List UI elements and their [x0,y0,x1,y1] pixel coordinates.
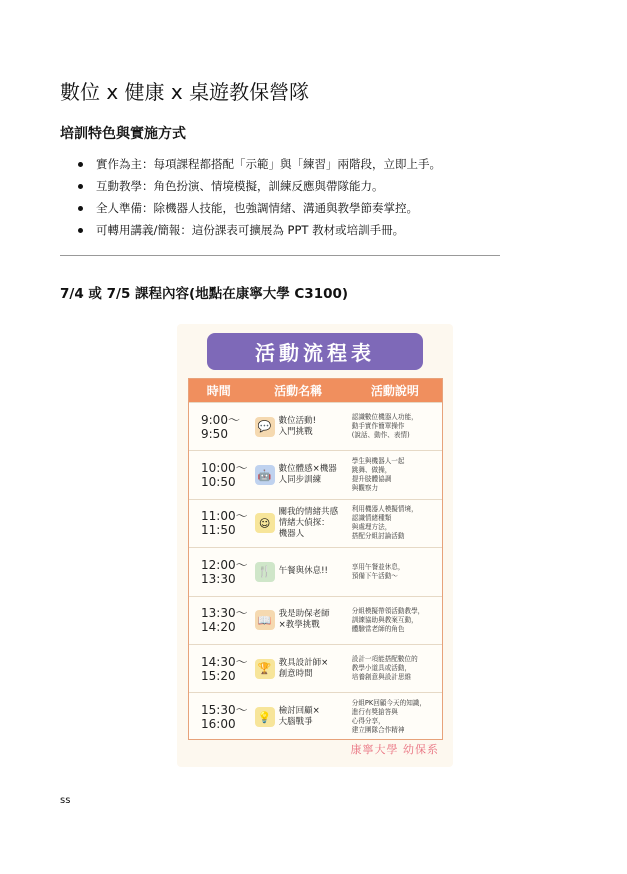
time-cell [189,693,249,740]
activity-description: 分組PK回顧今天的知識， 進行有獎搶答與 心得分享， 建立團隊合作精神 [351,699,426,735]
activity-description: 分組模擬帶領活動教學， 訓練協助與教案互動， 體驗當老師的角色 [351,606,425,633]
start-time: 14:30～ [201,654,248,669]
section-title: 培訓特色與實施方式 [60,126,186,142]
activity-description: 學生與機器人一起 跳舞、做操， 提升肢體協調 與觀察力 [351,457,405,493]
activity-name: 關我的情緒共感 情緒大偵探： 機器人 [278,506,339,539]
start-time: 13:30～ [201,606,248,621]
table-row [189,692,442,740]
face-icon: ☺ [255,513,275,533]
time-cell [189,500,249,547]
end-time: 16:00 [201,717,236,732]
time-cell [189,645,249,692]
activity-name: 教具設計師× 創意時間 [278,657,329,679]
table-row [189,499,442,547]
signature-text: 康寧大學 幼保系 [350,743,439,756]
activity-description: 設計一項能搭配數位的 教學小道具或活動， 培養創意與設計思維 [351,655,418,682]
start-time: 11:00～ [201,509,248,524]
table-row [189,644,442,692]
activity-cell [249,645,348,692]
start-time: 12:00～ [201,557,248,572]
header-activity: 活動名稱 [274,384,323,398]
activity-name: 午餐與休息!! [278,566,328,577]
schedule-header-row [189,379,442,402]
activity-cell [249,548,348,595]
list-item: 全人準備：除機器人技能，也強調情緒、溝通與教學節奏掌控。 [76,197,516,219]
end-time: 9:50 [201,426,228,441]
time-cell [189,548,249,595]
activity-description: 享用午餐並休息， 預備下午活動～ [351,562,405,580]
time-cell [189,451,249,498]
end-time: 11:50 [201,523,236,538]
time-cell [189,403,249,450]
end-time: 14:20 [201,620,236,635]
list-item: 實作為主：每項課程都搭配「示範」與「練習」兩階段，立即上手。 [76,153,516,175]
activity-name: 數位活動! 入門挑戰 [278,415,316,437]
lightbulb-icon: 💡 [255,707,275,727]
activity-name: 檢討回顧× 大腦戰爭 [278,706,320,728]
start-time: 15:30～ [201,703,248,718]
activity-name: 數位體感×機器 人同步訓練 [278,464,337,486]
schedule-image [177,324,453,767]
start-time: 10:00～ [201,461,248,476]
table-row [189,547,442,595]
activity-cell [249,451,348,498]
feature-list [76,153,516,241]
schedule-banner: 活動流程表 [207,333,423,370]
schedule-rows [189,402,442,741]
header-time: 時間 [206,384,231,398]
page-title: 數位 x 健康 x 桌遊教保營隊 [60,80,310,104]
schedule-table [188,378,443,740]
activity-cell [249,597,348,644]
book-icon: 📖 [255,610,275,630]
table-row [189,596,442,644]
course-subheading: 7/4 或 7/5 課程內容(地點在康寧大學 C3100) [60,286,349,302]
activity-name: 我是助保老師 ×教學挑戰 [278,609,330,631]
speech-bubble-icon: 💬 [255,417,275,437]
trophy-icon: 🏆 [255,659,275,679]
start-time: 9:00～ [201,412,240,427]
list-item: 可轉用講義/簡報：這份課表可擴展為 PPT 教材或培訓手冊。 [76,219,516,241]
end-time: 13:30 [201,571,236,586]
activity-cell [249,500,348,547]
robot-icon: 🤖 [255,465,275,485]
utensils-icon: 🍴 [255,562,275,582]
table-row [189,450,442,498]
activity-cell [249,693,348,740]
end-time: 15:20 [201,668,236,683]
end-time: 10:50 [201,475,236,490]
list-item: 互動教學：角色扮演、情境模擬，訓練反應與帶隊能力。 [76,175,516,197]
activity-description: 認識數位機器人功能， 動手實作簡單操作 (說話、動作、表情) [351,413,418,440]
horizontal-divider [60,255,500,256]
header-description: 活動說明 [370,384,419,398]
time-cell [189,597,249,644]
activity-cell [249,403,348,450]
table-row [189,402,442,450]
footer-text: ss [60,795,71,806]
activity-description: 利用機器人模擬情境， 認識情緒種類 與處理方法， 搭配分組討論活動 [351,505,418,541]
